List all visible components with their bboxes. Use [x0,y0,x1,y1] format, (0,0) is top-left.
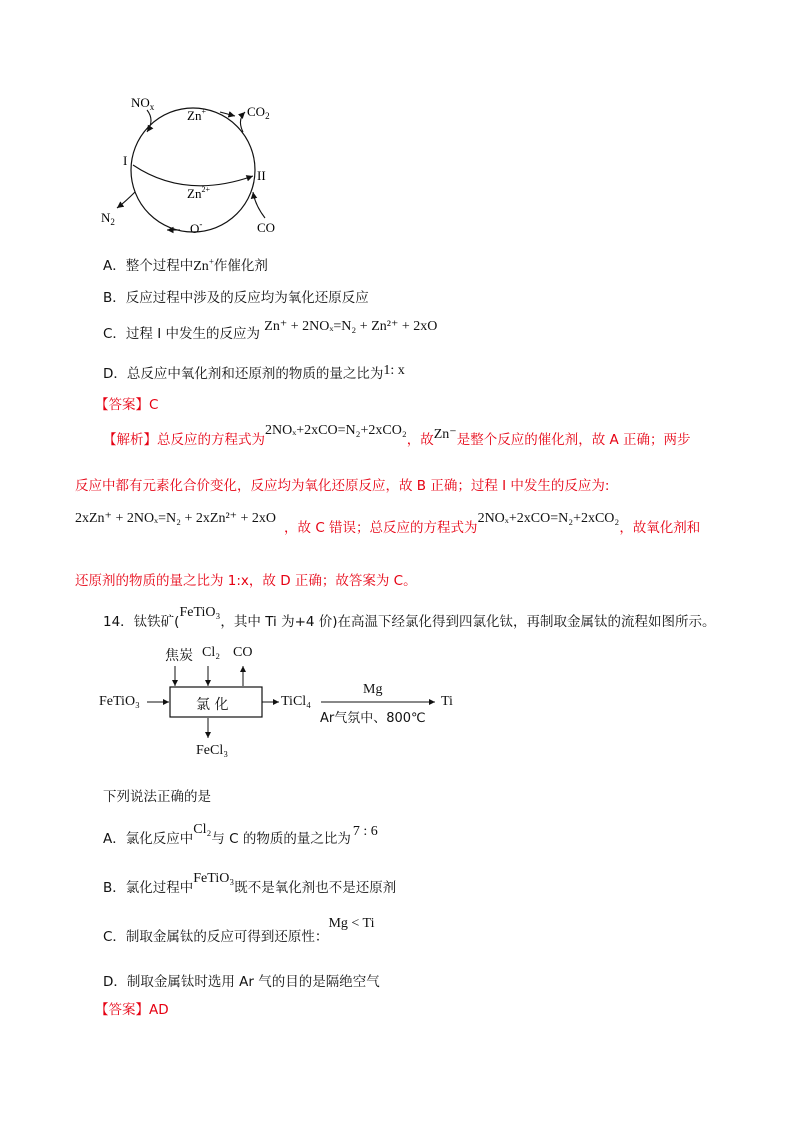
step1-label: I [123,153,128,168]
option-a-prefix: A．整个过程中 [103,258,194,274]
co-label: CO [257,220,276,235]
option-c-equation: Zn⁺ + 2NOₓ=N₂ + Zn²⁺ + 2xO [264,319,438,334]
flow-byproduct: FeCl₃ [196,743,229,758]
explanation-equation-2: 2xZn⁺ + 2NOₓ=N₂ + 2xZn²⁺ + 2xO [75,511,277,526]
step2-label: II [257,168,266,183]
explanation-ion: Zn⁻ [433,427,457,442]
q14-stem: 14．钛铁矿(FeTiO₃，其中 Ti 为+4 价)在高温下经氯化得到四氯化钛，再制取金属钛的流程如图所示。 [103,605,716,630]
explanation-equation-1: 2NOₓ+2xCO=N₂+2xCO₂ [265,423,407,438]
flow-box-label: 氯 化 [196,697,229,713]
q13-option-c [103,319,438,343]
explanation-equation-3: 2NOₓ+2xCO=N₂+2xCO₂ [477,511,620,526]
flow-condition: Ar气氛中、800℃ [320,711,426,726]
co2-out-arrow [240,112,245,132]
q14-answer: 【答案】AD [95,1002,169,1018]
option-a-suffix: 作催化剂 [213,258,268,274]
flow-input-coke: 焦炭 [165,648,193,664]
process-flowchart [95,640,465,765]
q13-option-a [103,254,268,275]
mg-ti-relation: Mg < Ti [328,916,375,931]
o-minus-label: O- [190,219,203,236]
zn-plus-label: Zn+ [187,107,206,123]
option-c-prefix: C．过程 I 中发生的反应为 [103,326,260,342]
catalytic-cycle-diagram [95,90,295,240]
flow-final: Ti [441,694,453,709]
q14-question: 下列说法正确的是 [103,789,211,805]
q14-option-a: A．氯化反应中Cl₂与 C 的物质的量之比为 7 : 6 [103,822,378,847]
flow-input-cl2: Cl₂ [202,645,221,660]
option-d-prefix: D．总反应中氧化剂和还原剂的物质的量之比为 [103,366,384,382]
explanation-line2: 反应中都有元素化合价变化，反应均为氧化还原反应，故 B 正确；过程 I 中发生的反应为: [75,478,610,494]
nox-label: $NO_x$ [131,95,155,112]
flow-feed: FeTiO₃ [99,694,140,709]
nox-in-arrow [147,110,151,132]
co2-label: $CO_2$ [247,104,270,121]
zn-ion: Zn+ [193,256,214,274]
ilmenite-formula: FeTiO₃ [179,605,221,620]
cl2-formula: Cl₂ [193,822,212,837]
chord-arrow [133,165,253,186]
q14-option-b: B．氯化过程中FeTiO₃既不是氧化剂也不是还原剂 [103,871,397,896]
flow-reagent: Mg [363,682,383,697]
fetio3-formula: FeTiO₃ [193,871,235,886]
q13-answer: 【答案】C [95,397,159,413]
zn2-label: $Zn^{2+}$ [187,185,210,201]
n2-label: $N_2$ [101,210,115,227]
explanation-line4: 还原剂的物质的量之比为 1:x，故 D 正确；故答案为 C。 [75,573,417,589]
explanation-line3: 2xZn⁺ + 2NOₓ=N₂ + 2xZn²⁺ + 2xO，故 C 错误；总反应的方程式为2NOₓ+2xCO=N₂+2xCO₂，故氧化剂和 [75,511,701,536]
explanation-line1: 【解析】总反应的方程式为2NOₓ+2xCO=N₂+2xCO₂，故Zn⁻是整个反应的催化剂，故 A 正确；两步 [103,423,691,448]
q14-option-d: D．制取金属钛时选用 Ar 气的目的是隔绝空气 [103,974,380,990]
ratio-7-6: 7 : 6 [352,824,378,839]
flow-output-co: CO [233,645,253,660]
co-in-arrow [253,192,265,218]
q13-option-b: B．反应过程中涉及的反应均为氧化还原反应 [103,290,369,306]
option-d-ratio: 1: x [383,363,405,378]
n2-out-arrow [117,192,135,208]
flow-product: TiCl₄ [281,694,312,709]
q13-option-d [103,362,405,383]
q14-option-c: C．制取金属钛的反应可得到还原性：Mg < Ti [103,916,375,945]
